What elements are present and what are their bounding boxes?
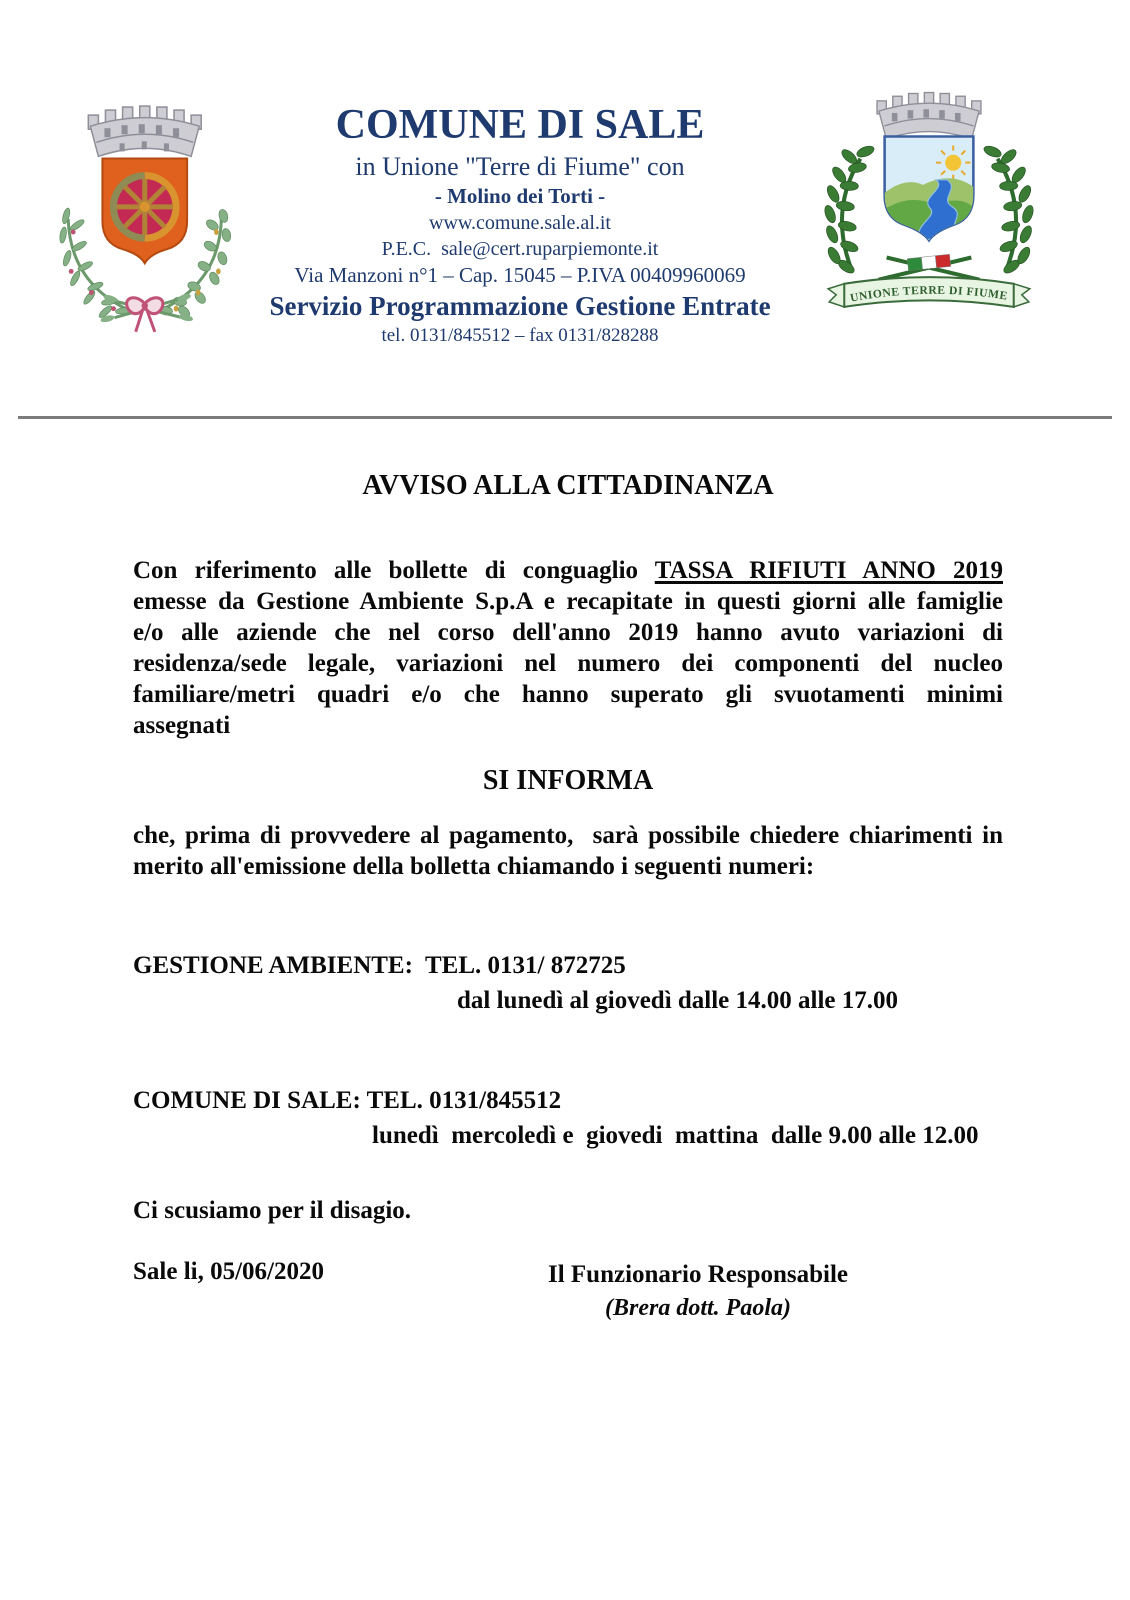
contact-phone-line: GESTIONE AMBIENTE: TEL. 0131/ 872725 xyxy=(133,952,626,979)
letterhead xyxy=(245,100,795,348)
place-date-line: Sale li, 05/06/2020 xyxy=(133,1258,324,1285)
contact-gestione-ambiente xyxy=(133,948,1003,1018)
paragraph-line: familiare/metri quadri e/o che hanno superato gli svuotamenti minimi xyxy=(133,681,1003,708)
paragraph-line: merito all'emissione della bolletta chiamando i seguenti numeri: xyxy=(133,853,815,880)
signature-block xyxy=(533,1258,863,1324)
contact-hours-line: lunedì mercoledì e giovedi mattina dalle 9.00 alle 12.00 xyxy=(372,1122,979,1149)
river-shield xyxy=(885,136,974,241)
notice-body xyxy=(133,455,1003,1565)
signature-title: Il Funzionario Responsabile xyxy=(547,1261,849,1288)
signature-name: (Brera dott. Paola) xyxy=(605,1295,791,1321)
premise-text: Con riferimento alle bollette di conguaglio xyxy=(133,557,639,584)
mural-crown-icon xyxy=(88,106,201,156)
mural-crown-icon xyxy=(877,93,981,139)
website-url: www.comune.sale.al.it xyxy=(429,212,611,234)
horizontal-divider xyxy=(18,416,1112,419)
banner-scroll xyxy=(828,277,1030,307)
unione-terre-di-fiume-crest-icon xyxy=(816,84,1043,316)
service-name: Servizio Programmazione Gestione Entrate xyxy=(269,291,771,321)
subheading-si-informa: SI INFORMA xyxy=(482,765,654,796)
paragraph-line xyxy=(133,555,1003,586)
contact-phone-line: COMUNE DI SALE: TEL. 0131/845512 xyxy=(133,1087,562,1114)
wheel-icon xyxy=(114,176,176,238)
banner-text: UNIONE TERRE DI FIUME xyxy=(849,283,1009,305)
union-partner: - Molino dei Torti - xyxy=(434,184,606,208)
paragraph-line: e/o alle aziende che nel corso dell'anno 2019 hanno avuto variazioni di xyxy=(133,619,1003,646)
apology-line: Ci scusiamo per il disagio. xyxy=(133,1197,412,1224)
paragraph-line: residenza/sede legale, variazioni nel numero dei componenti del nucleo xyxy=(133,650,1003,677)
paragraph-line: che, prima di provvedere al pagamento, sarà possibile chiedere chiarimenti in xyxy=(133,822,1003,849)
pec-email: P.E.C. sale@cert.ruparpiemonte.it xyxy=(381,238,659,260)
contact-hours-line: dal lunedì al giovedì dalle 14.00 alle 17.00 xyxy=(457,987,899,1014)
tax-reference-underlined: TASSA RIFIUTI ANNO 2019 xyxy=(654,557,1003,584)
paragraph-line: emesse da Gestione Ambiente S.p.A e recapitate in questi giorni alle famiglie xyxy=(133,588,1003,615)
address-line: Via Manzoni n°1 – Cap. 15045 – P.IVA 00409960069 xyxy=(294,263,746,287)
paragraph-line: assegnati xyxy=(133,712,231,739)
paragraph-instructions xyxy=(133,820,1003,882)
union-subtitle: in Unione "Terre di Fiume" con xyxy=(355,152,685,181)
phone-fax-line: tel. 0131/845512 – fax 0131/828288 xyxy=(381,325,659,346)
paragraph-premise xyxy=(133,555,1003,741)
municipality-title: COMUNE DI SALE xyxy=(335,102,705,148)
notice-title: AVVISO ALLA CITTADINANZA xyxy=(362,470,774,501)
contact-comune-di-sale xyxy=(133,1083,1003,1153)
